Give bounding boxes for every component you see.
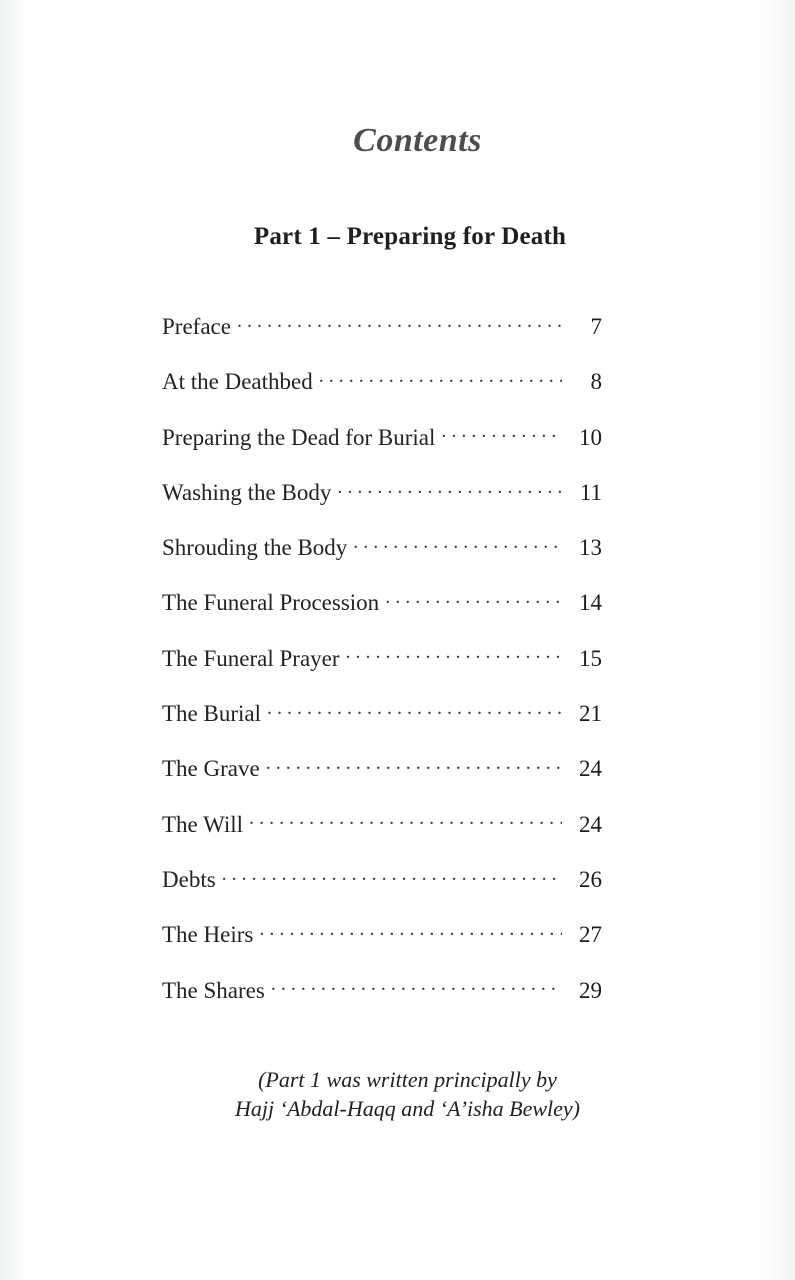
toc-leader-dots [266,753,562,776]
toc-entry-label: Preparing the Dead for Burial [162,424,436,450]
toc-entry-label: The Shares [162,977,265,1003]
toc-entry[interactable] [162,975,602,1003]
toc-entry-page: 14 [579,590,602,616]
toc-entry-page: 26 [579,866,602,892]
toc-entry-label: The Funeral Procession [162,590,380,616]
toc-entry[interactable] [162,643,602,671]
toc-entry-page: 13 [579,535,602,561]
toc-leader-dots [385,587,562,610]
toc-leader-dots [222,864,562,887]
toc-leader-dots [267,698,562,721]
toc-entry-page: 24 [579,811,602,837]
toc-leader-dots [441,422,562,445]
toc-leader-dots [353,532,562,555]
toc-entry[interactable] [162,753,602,781]
toc-entry-page: 29 [579,977,602,1003]
toc-entry[interactable] [162,919,602,947]
attribution-note-line-2: Hajj ‘Abdal-Haqq and ‘A’isha Bewley) [235,1095,580,1121]
toc-leader-dots [271,975,562,998]
toc-entry-label: The Funeral Prayer [162,645,340,671]
toc-leader-dots [237,311,562,334]
toc-entry[interactable] [162,864,602,892]
toc-leader-dots [249,809,562,832]
toc-entry[interactable] [162,698,602,726]
toc-entry-page: 21 [579,701,602,727]
toc-entry-label: Washing the Body [162,479,332,505]
toc-entry-page: 11 [579,479,602,505]
toc-entry[interactable] [162,532,602,560]
toc-entry-page: 27 [579,922,602,948]
toc-entry-label: Shrouding the Body [162,535,348,561]
toc-entry[interactable] [162,366,602,394]
page-title: Contents [353,122,482,159]
toc-entry-label: The Burial [162,701,261,727]
toc-leader-dots [259,919,562,942]
toc-entry-label: Debts [162,866,216,892]
toc-entry[interactable] [162,587,602,615]
table-of-contents [162,311,602,1003]
toc-entry-label: The Heirs [162,922,254,948]
toc-entry[interactable] [162,311,602,339]
toc-entry[interactable] [162,809,602,837]
toc-entry-label: The Grave [162,756,260,782]
toc-entry-label: Preface [162,314,231,339]
toc-entry[interactable] [162,477,602,505]
toc-entry-page: 15 [579,645,602,671]
attribution-note [170,1065,645,1123]
attribution-note-line-1: (Part 1 was written principally by [258,1066,557,1092]
toc-leader-dots [337,477,562,500]
toc-leader-dots [346,643,562,666]
toc-entry-label: The Will [162,811,244,837]
toc-entry-page: 10 [579,424,602,450]
toc-entry-label: At the Deathbed [162,369,313,395]
toc-entry-page: 7 [590,314,602,339]
part-heading: Part 1 – Preparing for Death [253,223,567,250]
toc-entry-page: 8 [590,369,602,395]
toc-leader-dots [319,366,562,389]
toc-entry[interactable] [162,422,602,450]
toc-entry-page: 24 [579,756,602,782]
